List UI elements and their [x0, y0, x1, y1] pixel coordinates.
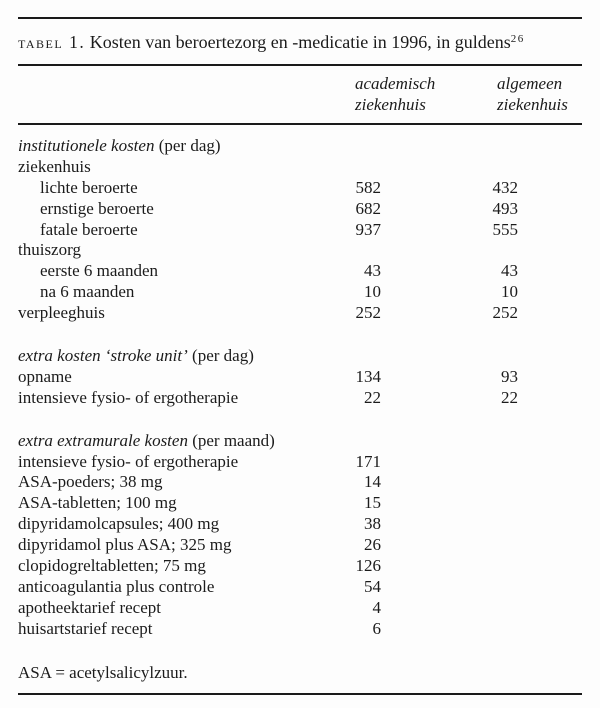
column-header-line: ziekenhuis: [355, 95, 426, 114]
divider-below-headers: [18, 123, 582, 125]
row-label: intensieve fysio- of ergotherapie: [18, 387, 239, 407]
column-header-academisch: [355, 73, 435, 115]
column-header-algemeen: [497, 73, 568, 115]
table-row: [0, 452, 600, 473]
value-algemeen: 555: [492, 219, 518, 239]
value-academisch: 126: [355, 556, 381, 576]
value-algemeen: 22: [501, 387, 518, 407]
row-label: na 6 maanden: [40, 282, 135, 302]
column-header-line: algemeen: [497, 74, 563, 93]
value-academisch: 38: [364, 514, 381, 534]
row-label: dipyridamolcapsules; 400 mg: [18, 514, 220, 534]
row-label: ziekenhuis: [18, 156, 91, 176]
table-title: [18, 27, 582, 54]
table-row: [0, 431, 600, 452]
row-label: verpleeghuis: [18, 303, 105, 323]
value-academisch: 26: [364, 535, 381, 555]
row-label: thuiszorg: [18, 240, 81, 260]
table-row: [0, 493, 600, 514]
value-algemeen: 10: [501, 282, 518, 302]
row-label: intensieve fysio- of ergotherapie: [18, 451, 239, 471]
value-academisch: 171: [355, 451, 381, 471]
table-row: [0, 282, 600, 303]
row-label: apotheektarief recept: [18, 597, 161, 617]
column-header-line: ziekenhuis: [497, 95, 568, 114]
table-row: [0, 157, 600, 178]
value-academisch: 43: [364, 261, 381, 281]
value-academisch: 54: [364, 576, 381, 596]
row-label: (per dag): [187, 346, 254, 366]
row-label: clopidogreltabletten; 75 mg: [18, 556, 206, 576]
section-spacer: [0, 409, 600, 431]
table-row: [0, 346, 600, 367]
column-headers: [0, 73, 600, 123]
column-header-line: academisch: [355, 74, 436, 93]
table-row: [0, 240, 600, 261]
value-academisch: 937: [355, 219, 381, 239]
table-row: [0, 535, 600, 556]
value-academisch: 14: [364, 472, 381, 492]
table-row: [0, 178, 600, 199]
value-academisch: 22: [364, 387, 381, 407]
table-title-text: Kosten van beroertezorg en -medicatie in 1996, in guldens: [85, 32, 511, 52]
value-algemeen: 252: [492, 303, 518, 323]
row-label: lichte beroerte: [40, 177, 138, 197]
value-algemeen: 43: [501, 261, 518, 281]
value-academisch: 15: [364, 493, 381, 513]
table-row: [0, 136, 600, 157]
divider-below-title: [18, 64, 582, 66]
value-academisch: 252: [355, 303, 381, 323]
row-label: dipyridamol plus ASA; 325 mg: [18, 535, 232, 555]
row-label-italic: extra extramurale kosten: [18, 430, 188, 450]
value-academisch: 134: [355, 366, 381, 386]
table-row: [0, 220, 600, 241]
table-number-label: tabel 1.: [18, 32, 86, 52]
table-row: [0, 556, 600, 577]
value-academisch: 10: [364, 282, 381, 302]
row-label: ernstige beroerte: [40, 198, 154, 218]
value-academisch: 582: [355, 177, 381, 197]
row-label: fatale beroerte: [40, 219, 138, 239]
value-academisch: 682: [355, 198, 381, 218]
table-row: [0, 388, 600, 409]
reference-superscript: 26: [510, 33, 525, 45]
row-label-italic: institutionele kosten: [18, 136, 155, 155]
value-algemeen: 432: [492, 177, 518, 197]
table-row: [0, 199, 600, 220]
value-academisch: 6: [372, 618, 381, 638]
table-row: [0, 619, 600, 640]
table-row: [0, 577, 600, 598]
table-row: [0, 472, 600, 493]
table-row: [0, 514, 600, 535]
row-label: (per dag): [154, 136, 221, 155]
row-label: eerste 6 maanden: [40, 261, 158, 281]
row-label-italic: extra kosten ‘stroke unit’: [18, 346, 188, 366]
table-footnote: ASA = acetylsalicylzuur.: [18, 662, 188, 682]
row-label: anticoagulantia plus controle: [18, 576, 215, 596]
row-label: (per maand): [187, 430, 275, 450]
row-label: ASA-tabletten; 100 mg: [18, 493, 177, 513]
table-row: [0, 303, 600, 324]
divider-top: [18, 17, 582, 19]
section-spacer: [0, 324, 600, 346]
table-row: [0, 261, 600, 282]
value-academisch: 4: [372, 597, 381, 617]
row-label: opname: [18, 366, 72, 386]
value-algemeen: 493: [492, 198, 518, 218]
table-body: [0, 136, 600, 640]
row-label: ASA-poeders; 38 mg: [18, 472, 163, 492]
value-algemeen: 93: [501, 366, 518, 386]
table-row: [0, 367, 600, 388]
table-row: [0, 598, 600, 619]
divider-bottom: [18, 693, 582, 695]
row-label: huisartstarief recept: [18, 618, 153, 638]
